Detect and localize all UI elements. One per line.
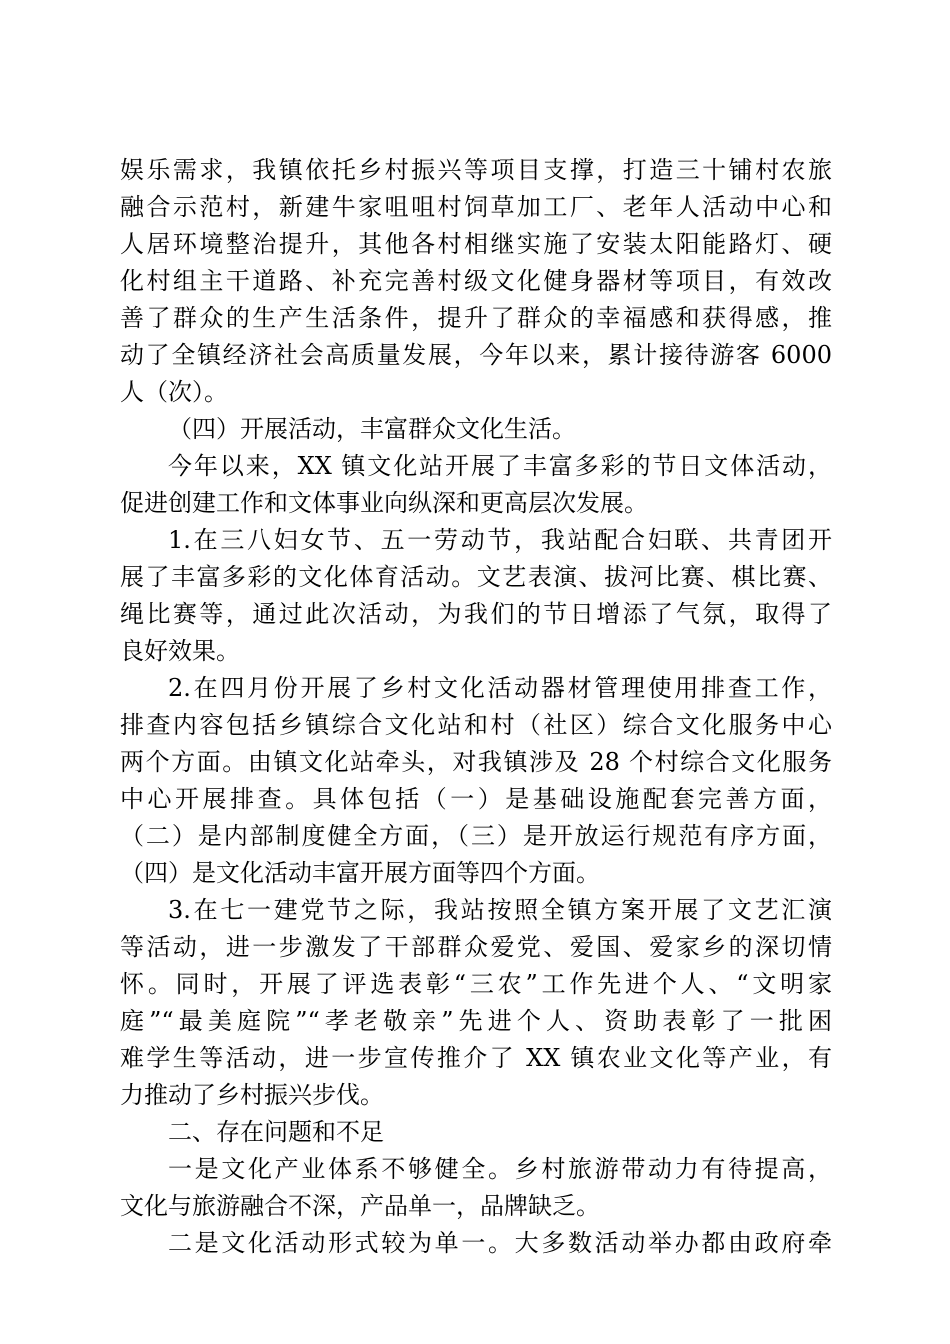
text-line: 今年以来，XX 镇文化站开展了丰富多彩的节日文体活动， [168, 452, 832, 480]
text-line: 二是文化活动形式较为单一。大多数活动举办都由政府牵 [168, 1229, 832, 1257]
text-line: 绳比赛等，通过此次活动，为我们的节日增添了气氛，取得了 [120, 600, 832, 628]
text-line: 文化与旅游融合不深，产品单一，品牌缺乏。 [120, 1192, 600, 1220]
text-line: 一是文化产业体系不够健全。乡村旅游带动力有待提高， [168, 1155, 832, 1183]
text-line: 2.在四月份开展了乡村文化活动器材管理使用排查工作， [168, 674, 832, 702]
section-subheading: （四）开展活动，丰富群众文化生活。 [168, 415, 576, 443]
text-line: （四）是文化活动丰富开展方面等四个方面。 [120, 859, 600, 887]
text-line: 难学生等活动，进一步宣传推介了 XX 镇农业文化等产业，有 [120, 1044, 832, 1072]
text-line: 化村组主干道路、补充完善村级文化健身器材等项目，有效改 [120, 267, 832, 295]
text-line: 等活动，进一步激发了干部群众爱党、爱国、爱家乡的深切情 [120, 933, 832, 961]
list-item-1 [120, 522, 832, 670]
text-line: 展了丰富多彩的文化体育活动。文艺表演、拔河比赛、棋比赛、 [120, 563, 832, 591]
text-line: 庭”“最美庭院”“孝老敬亲”先进个人、资助表彰了一批困 [120, 1007, 832, 1035]
list-item-3 [120, 892, 832, 1114]
paragraph-festival-activities [120, 448, 832, 522]
text-line: 促进创建工作和文体事业向纵深和更高层次发展。 [120, 489, 648, 517]
text-line: （二）是内部制度健全方面，（三）是开放运行规范有序方面， [120, 822, 832, 850]
text-line: 动了全镇经济社会高质量发展，今年以来，累计接待游客 6000 [120, 341, 832, 369]
text-line: 排查内容包括乡镇综合文化站和村（社区）综合文化服务中心 [120, 711, 832, 739]
paragraph-activity-format [120, 1225, 832, 1262]
text-line: 融合示范村，新建牛家咀咀村饲草加工厂、老年人活动中心和 [120, 193, 832, 221]
text-line: 3.在七一建党节之际，我站按照全镇方案开展了文艺汇演 [168, 896, 832, 924]
document-body [120, 152, 832, 1262]
text-line: 怀。同时，开展了评选表彰“三农”工作先进个人、“文明家 [120, 970, 832, 998]
paragraph-industry-system [120, 1151, 832, 1225]
text-line: 人居环境整治提升，其他各村相继实施了安装太阳能路灯、硬 [120, 230, 832, 258]
text-line: 中心开展排查。具体包括（一）是基础设施配套完善方面， [120, 785, 832, 813]
text-line: 善了群众的生产生活条件，提升了群众的幸福感和获得感，推 [120, 304, 832, 332]
text-line: 娱乐需求，我镇依托乡村振兴等项目支撑，打造三十铺村农旅 [120, 156, 832, 184]
text-line: 1.在三八妇女节、五一劳动节，我站配合妇联、共青团开 [168, 526, 832, 554]
text-line: 人（次）。 [120, 378, 228, 406]
paragraph-rural-demand [120, 152, 832, 411]
text-line: 良好效果。 [120, 637, 240, 665]
text-line: 力推动了乡村振兴步伐。 [120, 1081, 384, 1109]
section-heading-problems [120, 1114, 832, 1151]
list-item-2 [120, 670, 832, 892]
subheading-activities [120, 411, 832, 448]
text-line: 两个方面。由镇文化站牵头，对我镇涉及 28 个村综合文化服务 [120, 748, 832, 776]
section-heading: 二、存在问题和不足 [168, 1118, 384, 1146]
